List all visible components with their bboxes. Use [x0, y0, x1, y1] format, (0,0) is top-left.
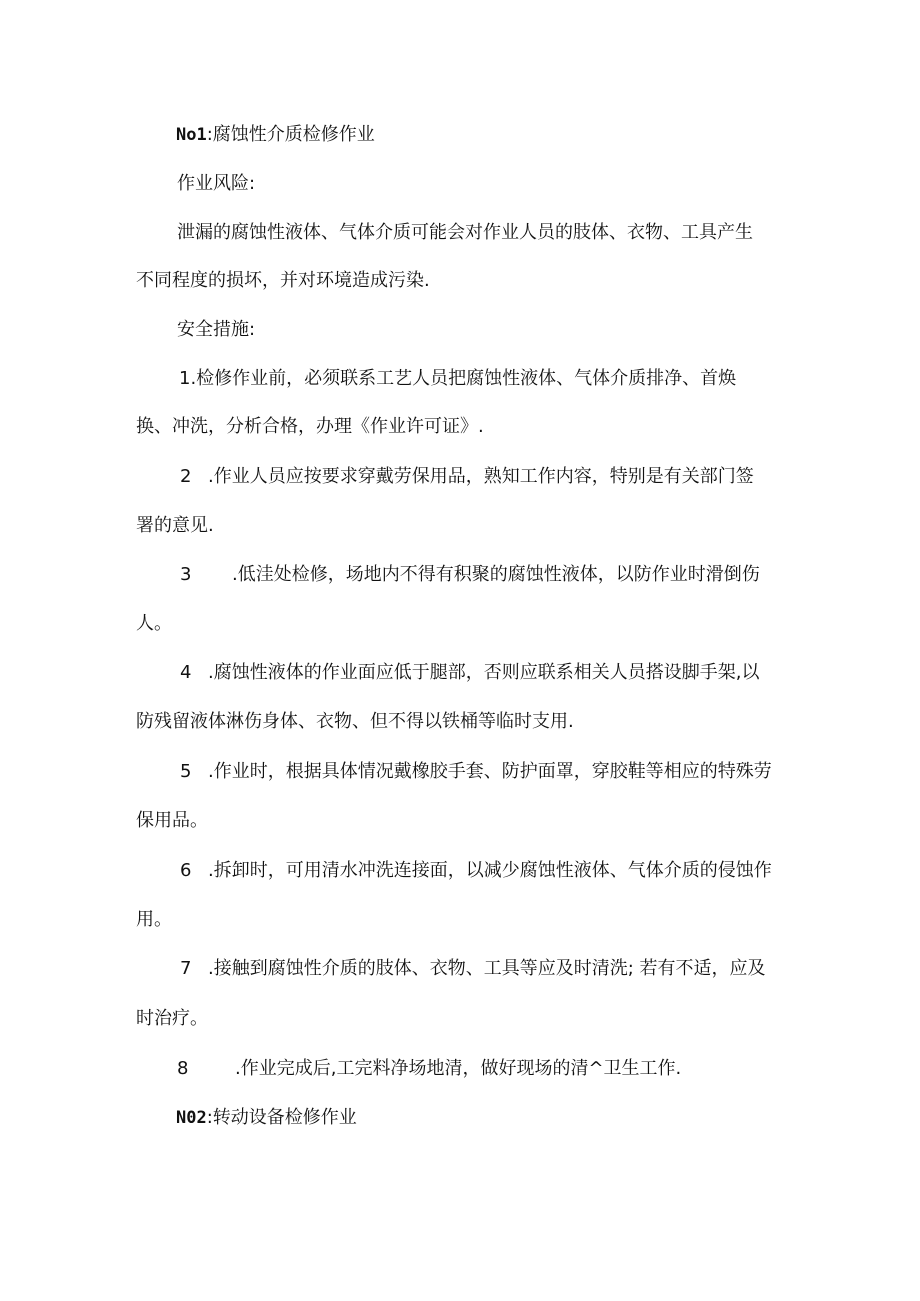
- risk-label: 作业风险:: [177, 173, 256, 194]
- item-number: 1: [179, 368, 191, 389]
- safety-item-3-line-1: [180, 563, 760, 587]
- item-text: .低洼处检修，场地内不得有积聚的腐蚀性液体，以防作业时滑倒伤: [232, 564, 760, 585]
- item-number: 5: [180, 761, 192, 782]
- safety-item-4-line-2: 防残留液体淋伤身体、衣物、但不得以铁桶等临时支用.: [136, 711, 574, 732]
- risk-text-line-2: 不同程度的损坏，并对环境造成污染.: [136, 270, 430, 291]
- safety-item-1-line-1: [179, 367, 736, 391]
- section-separator: :: [206, 124, 213, 145]
- item-text: .作业人员应按要求穿戴劳保用品，熟知工作内容，特别是有关部门签: [208, 466, 754, 487]
- risk-text-line-1: 泄漏的腐蚀性液体、气体介质可能会对作业人员的肢体、衣物、工具产生: [177, 222, 753, 243]
- item-number: 7: [180, 958, 192, 979]
- section-heading-1: [176, 123, 375, 147]
- safety-item-3-line-2: 人。: [136, 613, 172, 634]
- safety-label: 安全措施:: [177, 319, 256, 340]
- item-number: 4: [180, 662, 192, 683]
- section-separator: :: [206, 1107, 213, 1128]
- safety-item-7-line-1: [180, 957, 766, 981]
- item-text: .作业时，根据具体情况戴橡胶手套、防护面罩，穿胶鞋等相应的特殊劳: [208, 761, 772, 782]
- safety-item-6-line-2: 用。: [136, 909, 172, 930]
- safety-item-7-line-2: 时治疗。: [136, 1008, 208, 1029]
- item-text: .接触到腐蚀性介质的肢体、衣物、工具等应及时清洗; 若有不适，应及: [208, 958, 766, 979]
- section-code: N02: [176, 1108, 207, 1128]
- safety-item-6-line-1: [180, 859, 772, 883]
- safety-item-4-line-1: [180, 661, 759, 685]
- item-number: 8: [177, 1058, 189, 1079]
- safety-item-5-line-1: [180, 760, 772, 784]
- safety-item-5-line-2: 保用品。: [136, 810, 208, 831]
- safety-item-1-line-2: 换、冲洗，分析合格，办理《作业许可证》.: [136, 416, 484, 437]
- item-number: 6: [180, 860, 192, 881]
- section-heading-2: [176, 1106, 357, 1130]
- safety-item-2-line-1: [180, 465, 754, 489]
- item-number: 2: [180, 466, 192, 487]
- section-title: 转动设备检修作业: [212, 1107, 357, 1128]
- item-text: .腐蚀性液体的作业面应低于腿部，否则应联系相关人员搭设脚手架,以: [208, 662, 760, 683]
- safety-item-8-line-1: [177, 1057, 681, 1081]
- section-title: 腐蚀性介质检修作业: [212, 124, 375, 145]
- item-text: .作业完成后,工完料净场地清，做好现场的清^卫生工作.: [235, 1058, 682, 1079]
- item-text: .检修作业前，必须联系工艺人员把腐蚀性液体、气体介质排净、首焕: [190, 368, 737, 389]
- section-code: No1: [176, 125, 207, 145]
- item-number: 3: [180, 564, 192, 585]
- item-text: .拆卸时，可用清水冲洗连接面，以减少腐蚀性液体、气体介质的侵蚀作: [208, 860, 772, 881]
- safety-item-2-line-2: 署的意见.: [136, 515, 214, 536]
